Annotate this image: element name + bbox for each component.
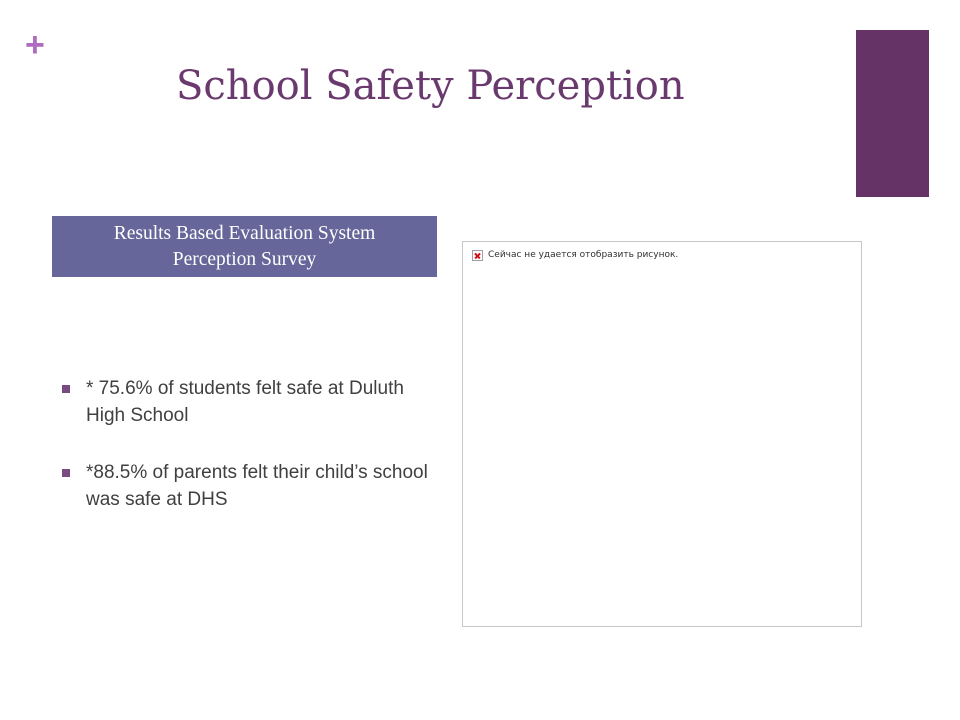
bullet-text: * 75.6% of students felt safe at Duluth High School [86,378,404,426]
broken-image-message: Сейчас не удается отобразить рисунок. [488,250,679,260]
square-bullet-icon [62,469,70,477]
list-item [64,375,434,429]
banner-line-1: Results Based Evaluation System [113,222,376,244]
accent-bar [856,30,929,197]
banner-line-2: Perception Survey [172,248,317,270]
broken-image-frame [462,241,862,627]
bullet-text: *88.5% of parents felt their child’s school was safe at DHS [86,462,428,510]
square-bullet-icon [62,385,70,393]
survey-banner [52,216,437,277]
broken-image-notice [472,250,678,261]
slide-title: School Safety Perception [176,63,685,109]
broken-image-icon [472,250,483,261]
list-item [64,459,434,513]
bullet-list [64,375,434,543]
plus-icon: + [25,26,45,64]
